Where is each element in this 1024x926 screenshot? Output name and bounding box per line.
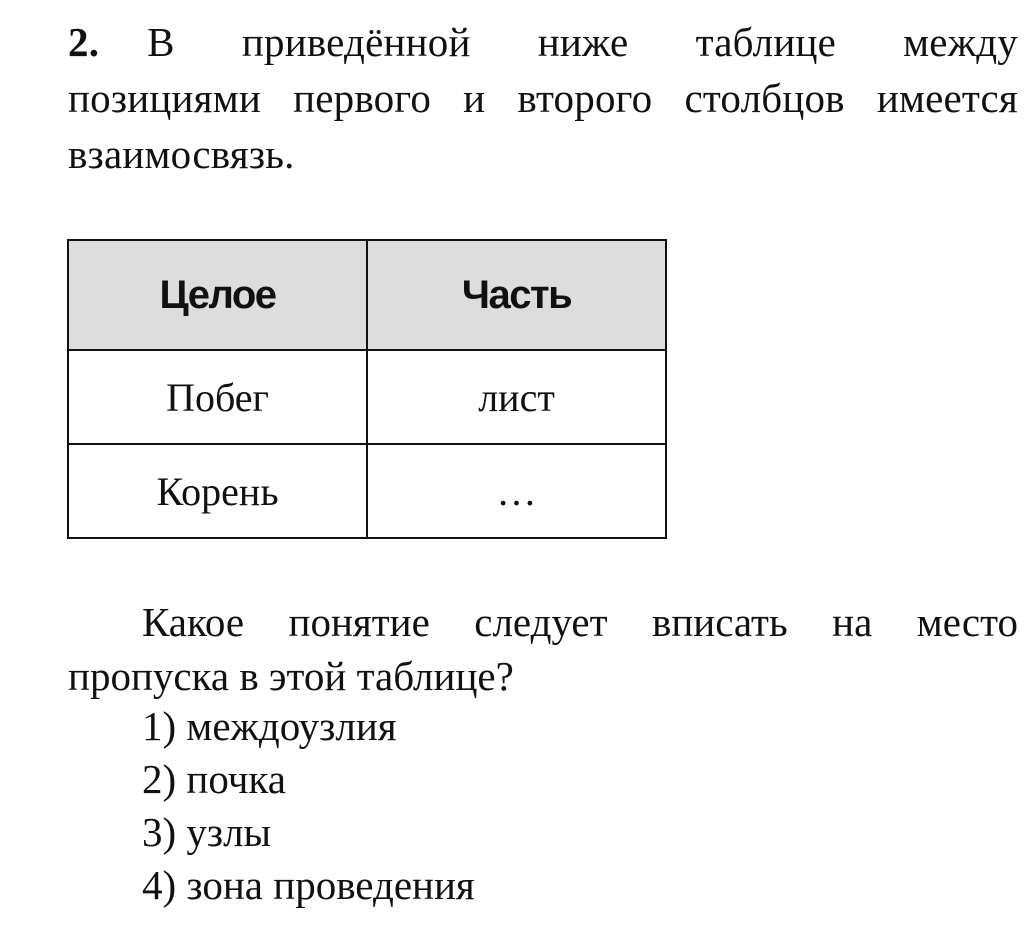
table-row [68,350,666,444]
question-text [68,14,1018,182]
question-line-3: взаимосвязь. [68,131,295,177]
prompt-line-1: Какое понятие следует вписать на место [142,599,1018,645]
prompt-text [68,595,1018,703]
answer-option-4: 4) зона проведения [142,862,475,908]
table-row [68,444,666,538]
question-line-2: позициями первого и второго столбцов имеется [68,75,1018,121]
table-header-part: Часть [367,240,666,350]
relationship-table [67,239,667,539]
question-number: 2. [68,19,100,65]
table-cell: Побег [68,350,367,444]
table-cell: Корень [68,444,367,538]
answer-option-2: 2) почка [142,756,286,802]
question-line-1 [68,14,1018,70]
table-cell-blank: … [367,444,666,538]
answer-options [142,700,475,912]
prompt-line-2: пропуска в этой таблице? [68,653,514,699]
answer-option-3: 3) узлы [142,809,272,855]
table-cell: лист [367,350,666,444]
question-line-1-text: В приведённой ниже таблице между [147,19,1018,65]
table-header-whole: Целое [68,240,367,350]
table-header-row [68,240,666,350]
answer-option-1: 1) междоузлия [142,703,397,749]
